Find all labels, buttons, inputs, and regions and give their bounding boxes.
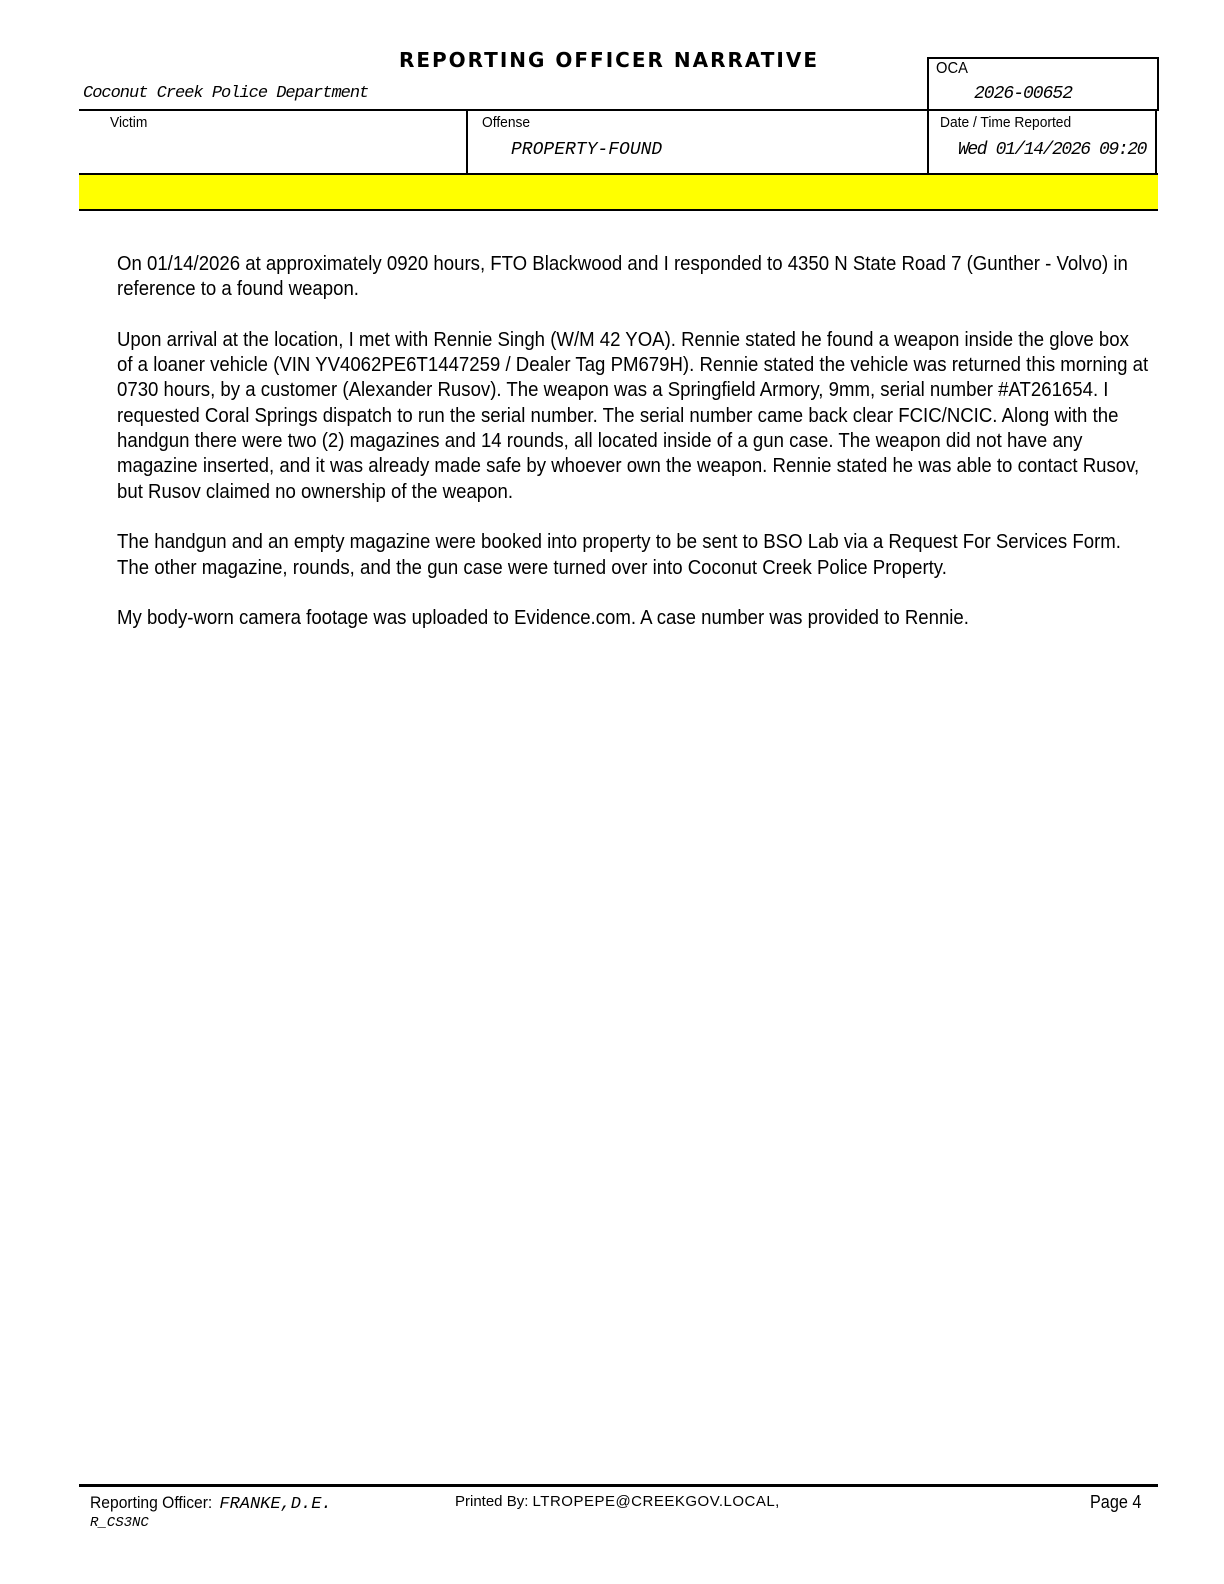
narrative-paragraph: My body-worn camera footage was uploaded to Evidence.com. A case number was provided to Rennie.	[117, 607, 969, 630]
report-title: REPORTING OFFICER NARRATIVE	[398, 48, 820, 72]
offense-date-divider	[927, 109, 929, 175]
right-border	[1155, 109, 1157, 175]
victim-offense-divider	[466, 109, 468, 175]
narrative-paragraph: Upon arrival at the location, I met with Rennie Singh (W/M 42 YOA). Rennie stated he found a weapon inside the glove box of a loaner vehicle (VIN YV4062PE6T1447259 / Dealer Tag PM679H). Rennie stated the vehicle was returned this morning at 0730 hours, by a customer (Alexander Rusov). The weapon was a Springfield Armory, 9mm, serial number #AT261654. I requested Coral Springs dispatch to run the serial number. The serial number came back clear FCIC/NCIC. Along with the handgun there were two (2) magazines and 14 rounds, all located inside of a gun case. The weapon did not have any magazine inserted, and it was already made safe by whoever own the weapon. Rennie stated he was able to contact Rusov, but Rusov claimed no ownership of the weapon.	[117, 328, 1149, 503]
printed-by-label: Printed By:	[455, 1493, 529, 1510]
department-name: Coconut Creek Police Department	[83, 84, 369, 103]
footer-rule	[79, 1484, 1158, 1487]
narrative-body	[117, 252, 1157, 657]
page-number: Page 4	[1090, 1492, 1142, 1512]
offense-label: Offense	[482, 114, 531, 131]
narrative-paragraph: The handgun and an empty magazine were booked into property to be sent to BSO Lab via a Request For Services Form. The other magazine, rounds, and the gun case were turned over into Coconut Creek Police Property.	[117, 531, 1121, 579]
reporting-officer-label: Reporting Officer:	[90, 1493, 213, 1512]
reporting-officer-value: FRANKE,D.E.	[219, 1495, 332, 1514]
form-code: R_CS3NC	[90, 1515, 149, 1531]
date-reported-label: Date / Time Reported	[940, 114, 1072, 131]
oca-label: OCA	[936, 60, 968, 77]
reporting-officer	[90, 1493, 332, 1514]
date-reported-value: Wed 01/14/2026 09:20	[958, 140, 1147, 160]
oca-value: 2026-00652	[974, 84, 1073, 104]
printed-by-value: LTROPEPE@CREEKGOV.LOCAL,	[532, 1493, 780, 1510]
header-top-rule	[79, 109, 1158, 111]
highlight-band	[79, 175, 1158, 211]
printed-by	[455, 1493, 780, 1510]
offense-value: PROPERTY-FOUND	[511, 140, 663, 160]
victim-label: Victim	[110, 114, 148, 131]
narrative-paragraph: On 01/14/2026 at approximately 0920 hours, FTO Blackwood and I responded to 4350 N State Road 7 (Gunther - Volvo) in reference to a found weapon.	[117, 253, 1128, 301]
